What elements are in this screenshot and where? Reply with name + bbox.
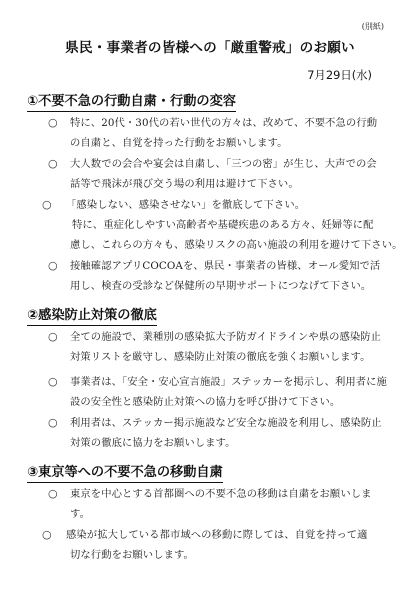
circle-bullet-icon: ○ [48,116,58,129]
item-line: 対策の徹底に協力をお願いします。 [70,437,236,449]
item-line: 用し、検査の受診など保健所の早期サポートにつなげて下さい。 [70,280,372,292]
item-text [66,525,394,565]
circle-bullet-icon: ○ [48,330,58,343]
item-text [70,113,398,153]
item-line: 対策リストを厳守し、感染防止対策の徹底を強くお願いします。 [70,351,371,363]
circle-bullet-icon: ○ [48,487,58,500]
document-date: 7月29日(水) [307,68,372,82]
item-text [70,484,398,524]
item-line: 大人数での会合や宴会は自粛し、「三つの密」が生じ、大声での会 [70,158,377,170]
section-heading-3: ③東京等への不要不急の移動自粛 [27,461,223,483]
item-line: 全ての施設で、業種別の感染拡大予防ガイドラインや県の感染防止 [70,331,382,343]
circle-bullet-icon: ○ [48,416,58,429]
section-heading-2: ②感染防止対策の徹底 [27,304,157,326]
item-line: 切な行動をお願いします。 [70,549,194,561]
section-heading-1: ①不要不急の行動自粛・行動の変容 [27,90,236,112]
item-line: 特に、重症化しやすい高齢者や基礎疾患のある方々、妊婦等に配 [72,219,374,231]
item-text [70,256,398,296]
item-line: 慮し、これらの方々も、感染リスクの高い施設の利用を避けて下さい。 [70,239,403,251]
document-title: 県民・事業者の皆様への「厳重警戒」のお願い [65,40,355,56]
item-line: 東京を中心とする首都圏への不要不急の移動は自粛をお願いしま [70,488,372,500]
item-line: 利用者は、ステッカー掲示施設など安全な施設を利用し、感染防止 [70,417,382,429]
circle-bullet-icon: ○ [42,528,52,541]
item-text [66,195,403,255]
circle-bullet-icon: ○ [42,198,52,211]
circle-bullet-icon: ○ [48,259,58,272]
attachment-tag: (別紙) [361,22,384,31]
item-text [70,413,398,453]
item-text [70,372,398,412]
item-line: 設の安全性と感染防止対策への協力を呼び掛けて下さい。 [70,396,341,408]
item-text [70,154,398,194]
item-text [70,327,398,367]
item-line: の自粛と、自覚を持った行動をお願いします。 [70,137,288,149]
item-line: 特に、20代・30代の若い世代の方々は、改めて、不要不急の行動 [70,117,378,129]
item-line: 話等で飛沫が飛び交う場の利用は避けて下さい。 [70,178,299,190]
circle-bullet-icon: ○ [48,375,58,388]
item-line: 感染が拡大している都市域への移動に際しては、自覚を持って適 [66,529,368,541]
item-line: す。 [70,508,90,520]
item-line: 事業者は、「安全・安心宣言施設」ステッカーを掲示し、利用者に施 [70,376,387,388]
circle-bullet-icon: ○ [48,157,58,170]
item-line: 「感染しない、感染させない」を徹底して下さい。 [66,199,306,211]
item-line: 接触確認アプリCOCOAを、県民・事業者の皆様、オール愛知で活 [70,260,381,272]
